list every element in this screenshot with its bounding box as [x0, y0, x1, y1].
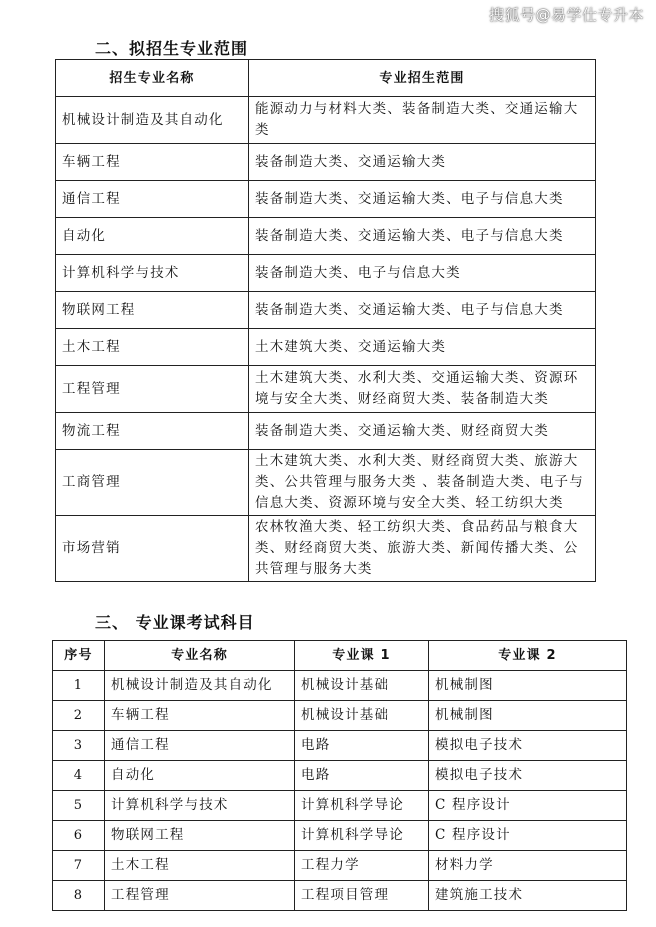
course-2-cell: 材料力学: [429, 851, 627, 881]
course-1-cell: 工程项目管理: [295, 881, 429, 911]
major-cell: 车辆工程: [105, 701, 295, 731]
table-row: [53, 821, 627, 851]
major-cell: 车辆工程: [56, 144, 249, 181]
major-cell: 计算机科学与技术: [105, 791, 295, 821]
table-row: [56, 97, 596, 144]
column-header-course-2: 专业课 2: [429, 641, 627, 671]
course-2-cell: 模拟电子技术: [429, 761, 627, 791]
major-cell: 机械设计制造及其自动化: [56, 97, 249, 144]
table-header-row: [56, 60, 596, 97]
section-title-exam-subjects: 三、 专业课考试科目: [95, 613, 255, 632]
column-header-major: 专业名称: [105, 641, 295, 671]
course-2-cell: 模拟电子技术: [429, 731, 627, 761]
scope-cell: 装备制造大类、交通运输大类、电子与信息大类: [249, 218, 596, 255]
major-cell: 自动化: [105, 761, 295, 791]
number-cell: 4: [53, 761, 105, 791]
number-cell: 2: [53, 701, 105, 731]
scope-cell: 装备制造大类、交通运输大类、电子与信息大类: [249, 292, 596, 329]
table-row: [53, 701, 627, 731]
scope-cell: 装备制造大类、交通运输大类、电子与信息大类: [249, 181, 596, 218]
major-cell: 物流工程: [56, 413, 249, 450]
major-cell: 计算机科学与技术: [56, 255, 249, 292]
column-header-major: 招生专业名称: [56, 60, 249, 97]
course-1-cell: 电路: [295, 731, 429, 761]
major-cell: 物联网工程: [105, 821, 295, 851]
table-row: [53, 671, 627, 701]
course-1-cell: 电路: [295, 761, 429, 791]
scope-cell: 装备制造大类、交通运输大类、财经商贸大类: [249, 413, 596, 450]
course-2-cell: C 程序设计: [429, 821, 627, 851]
scope-cell: 能源动力与材料大类、装备制造大类、交通运输大类: [249, 97, 596, 144]
table-row: [56, 516, 596, 582]
table-row: [56, 413, 596, 450]
course-2-cell: C 程序设计: [429, 791, 627, 821]
scope-cell: 装备制造大类、交通运输大类: [249, 144, 596, 181]
table-row: [56, 366, 596, 413]
table-row: [56, 292, 596, 329]
number-cell: 8: [53, 881, 105, 911]
number-cell: 7: [53, 851, 105, 881]
table-row: [53, 881, 627, 911]
number-cell: 5: [53, 791, 105, 821]
major-cell: 自动化: [56, 218, 249, 255]
course-1-cell: 计算机科学导论: [295, 791, 429, 821]
scope-cell: 农林牧渔大类、轻工纺织大类、食品药品与粮食大类、财经商贸大类、旅游大类、新闻传播大类、公共管理与服务大类: [249, 516, 596, 582]
major-cell: 机械设计制造及其自动化: [105, 671, 295, 701]
course-2-cell: 机械制图: [429, 671, 627, 701]
table-row: [53, 761, 627, 791]
scope-cell: 土木建筑大类、交通运输大类: [249, 329, 596, 366]
course-1-cell: 机械设计基础: [295, 701, 429, 731]
table-row: [56, 255, 596, 292]
exam-subjects-table: [52, 640, 627, 911]
major-cell: 土木工程: [56, 329, 249, 366]
table-row: [53, 851, 627, 881]
column-header-number: 序号: [53, 641, 105, 671]
course-1-cell: 机械设计基础: [295, 671, 429, 701]
course-1-cell: 计算机科学导论: [295, 821, 429, 851]
enrollment-scope-table: [55, 59, 596, 582]
table-row: [56, 329, 596, 366]
scope-cell: 装备制造大类、电子与信息大类: [249, 255, 596, 292]
major-cell: 通信工程: [105, 731, 295, 761]
scope-cell: 土木建筑大类、水利大类、交通运输大类、资源环境与安全大类、财经商贸大类、装备制造大类: [249, 366, 596, 413]
number-cell: 1: [53, 671, 105, 701]
major-cell: 工程管理: [105, 881, 295, 911]
table-row: [53, 731, 627, 761]
table-row: [56, 181, 596, 218]
major-cell: 工程管理: [56, 366, 249, 413]
section-title-enrollment-scope: 二、拟招生专业范围: [95, 39, 249, 58]
number-cell: 6: [53, 821, 105, 851]
column-header-course-1: 专业课 1: [295, 641, 429, 671]
major-cell: 工商管理: [56, 450, 249, 516]
column-header-scope: 专业招生范围: [249, 60, 596, 97]
watermark-text: 搜狐号@易学仕专升本: [488, 6, 644, 24]
number-cell: 3: [53, 731, 105, 761]
major-cell: 物联网工程: [56, 292, 249, 329]
table-row: [56, 144, 596, 181]
major-cell: 土木工程: [105, 851, 295, 881]
major-cell: 市场营销: [56, 516, 249, 582]
course-2-cell: 机械制图: [429, 701, 627, 731]
table-header-row: [53, 641, 627, 671]
table-row: [56, 450, 596, 516]
course-2-cell: 建筑施工技术: [429, 881, 627, 911]
table-row: [56, 218, 596, 255]
table-row: [53, 791, 627, 821]
scope-cell: 土木建筑大类、水利大类、财经商贸大类、旅游大类、公共管理与服务大类 、装备制造大类、电子与信息大类、资源环境与安全大类、轻工纺织大类: [249, 450, 596, 516]
course-1-cell: 工程力学: [295, 851, 429, 881]
major-cell: 通信工程: [56, 181, 249, 218]
